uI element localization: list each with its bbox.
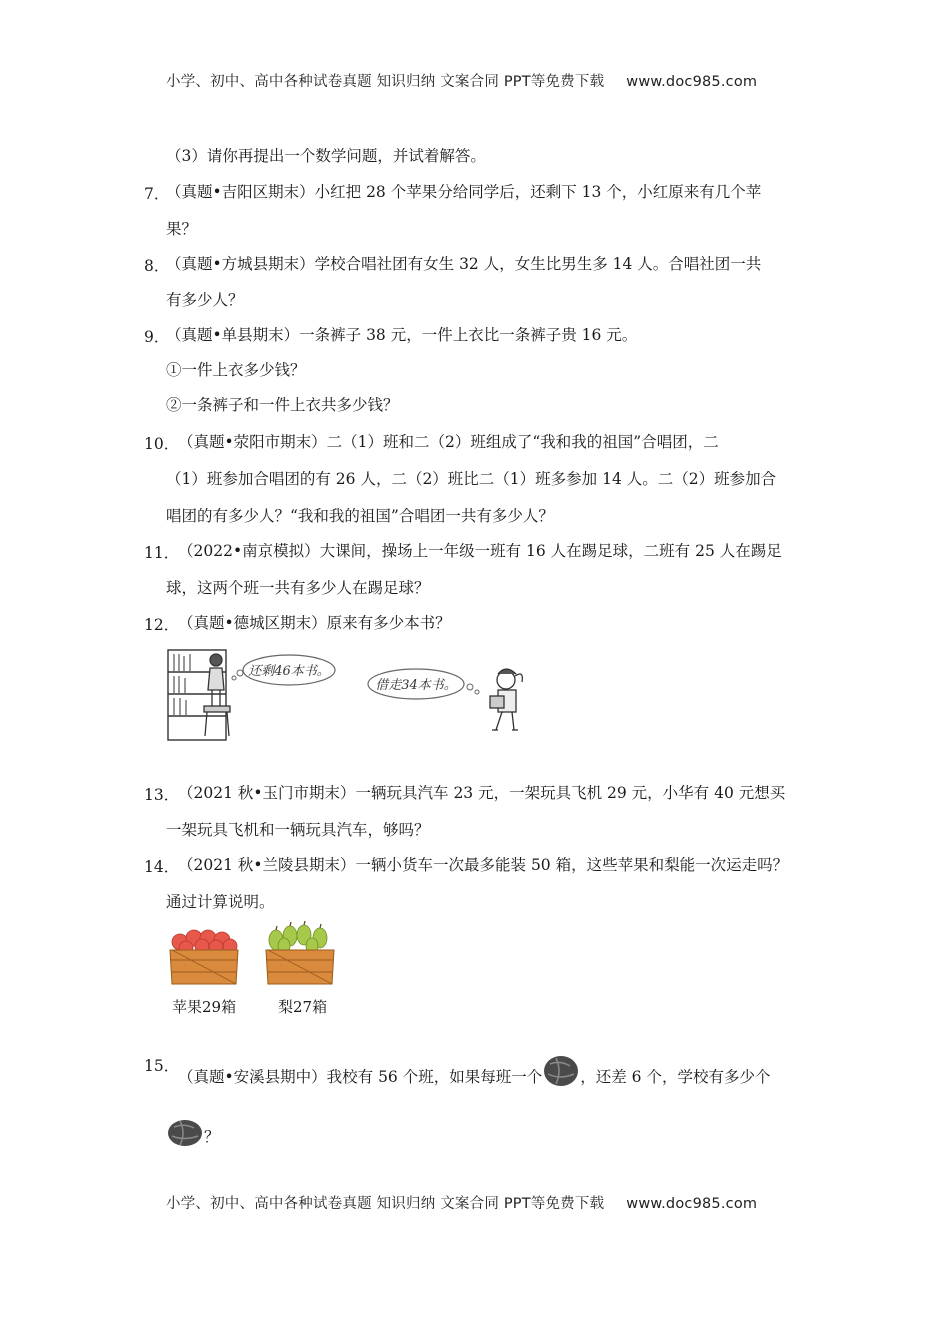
header-site: www.doc985.com xyxy=(626,74,758,90)
q15-line1 xyxy=(178,1054,770,1088)
q14-number: 14． xyxy=(144,858,180,876)
q13-line2: 一架玩具飞机和一辆玩具汽车，够吗？ xyxy=(166,821,430,839)
speech-bubble-remaining xyxy=(232,655,335,685)
apple-crate-icon xyxy=(166,926,242,988)
q10-line1: （真题•荥阳市期末）二（1）班和二（2）班组成了“我和我的祖国”合唱团，二 xyxy=(178,433,719,451)
q7-line2: 果？ xyxy=(166,220,198,238)
pear-crate-icon xyxy=(262,920,338,988)
q9-sub2: ②一条裤子和一件上衣共多少钱？ xyxy=(166,396,399,414)
q9-number: 9． xyxy=(144,328,170,346)
q7-number: 7． xyxy=(144,185,170,203)
q11-line2: 球，这两个班一共有多少人在踢足球？ xyxy=(166,579,430,597)
q9-line1: （真题•单县期末）一条裤子 38 元，一件上衣比一条裤子贵 16 元。 xyxy=(166,326,638,344)
bookshelf-illustration xyxy=(164,642,540,744)
bubble2-text: 借走34本书。 xyxy=(375,678,457,693)
q15-line2 xyxy=(166,1118,220,1148)
q7-line1: （真题•吉阳区期末）小红把 28 个苹果分给同学后，还剩下 13 个，小红原来有几个苹 xyxy=(166,183,762,201)
q15-number: 15． xyxy=(144,1057,180,1075)
ball-icon xyxy=(166,1118,204,1148)
q8-line2: 有多少人？ xyxy=(166,291,244,309)
q12-number: 12． xyxy=(144,616,180,634)
footer-text: 小学、初中、高中各种试卷真题 知识归纳 文案合同 PPT等免费下载 xyxy=(166,1196,605,1212)
ball-icon xyxy=(542,1054,580,1088)
page-footer xyxy=(166,1192,757,1213)
q8-line1: （真题•方城县期末）学校合唱社团有女生 32 人，女生比男生多 14 人。合唱社团一共 xyxy=(166,255,762,273)
speech-bubble-borrowed xyxy=(368,669,479,699)
footer-site: www.doc985.com xyxy=(626,1196,758,1212)
q9-sub1: ①一件上衣多少钱？ xyxy=(166,361,306,379)
q8-number: 8． xyxy=(144,257,170,275)
q6-part3: （3）请你再提出一个数学问题，并试着解答。 xyxy=(166,147,486,165)
page-header xyxy=(166,70,757,91)
q13-line1: （2021 秋•玉门市期末）一辆玩具汽车 23 元，一架玩具飞机 29 元，小华有 40 元想买 xyxy=(178,784,786,802)
q15-text-b: ，还差 6 个，学校有多少个 xyxy=(580,1068,771,1086)
header-text: 小学、初中、高中各种试卷真题 知识归纳 文案合同 PPT等免费下载 xyxy=(166,74,605,90)
q10-number: 10． xyxy=(144,435,180,453)
q15-text-a: （真题•安溪县期中）我校有 56 个班，如果每班一个 xyxy=(178,1068,543,1086)
q10-line2: （1）班参加合唱团的有 26 人，二（2）班比二（1）班多参加 14 人。二（2）班参加合 xyxy=(166,470,777,488)
apple-label: 苹果29箱 xyxy=(172,998,237,1016)
q11-number: 11． xyxy=(144,544,180,562)
girl-with-books-icon xyxy=(490,669,522,730)
q14-line2: 通过计算说明。 xyxy=(166,893,275,911)
bubble1-text: 还剩46本书。 xyxy=(248,664,330,679)
q11-line1: （2022•南京模拟）大课间，操场上一年级一班有 16 人在踢足球，二班有 25 人在踢足 xyxy=(178,542,782,560)
q10-line3: 唱团的有多少人？“我和我的祖国”合唱团一共有多少人？ xyxy=(166,507,554,525)
q13-number: 13． xyxy=(144,786,180,804)
q14-line1: （2021 秋•兰陵县期末）一辆小货车一次最多能装 50 箱，这些苹果和梨能一次运走吗？ xyxy=(178,856,789,874)
pear-label: 梨27箱 xyxy=(278,998,328,1016)
q12-line1: （真题•德城区期末）原来有多少本书？ xyxy=(178,614,451,632)
q15-text-end: ？ xyxy=(204,1128,220,1146)
